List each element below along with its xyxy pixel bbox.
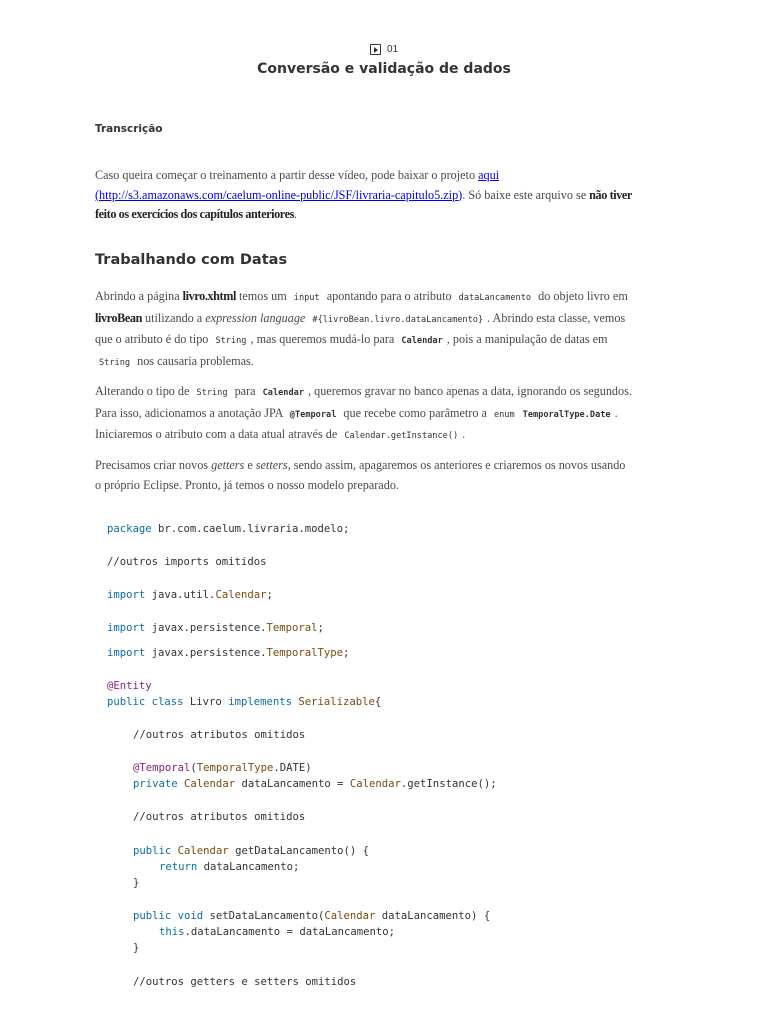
code-keyword: package (107, 523, 152, 535)
code-line (133, 778, 497, 790)
code-annotation: @Temporal (133, 762, 191, 774)
download-link[interactable]: aqui (478, 168, 500, 182)
code-type: Calendar (349, 778, 401, 790)
code-line (107, 622, 324, 634)
code-comment: //outros imports omitidos (107, 556, 267, 568)
code-keyword: import (107, 622, 146, 634)
code-keyword: this (159, 926, 185, 938)
code-text: dataLancamento = (235, 778, 350, 790)
code-keyword: implements (228, 696, 292, 708)
code-type: Calendar (184, 778, 236, 790)
emphasis-text: expression language (205, 310, 306, 325)
text: que recebe como parâmetro a (340, 405, 490, 420)
code-line: } (133, 942, 140, 954)
text: Abrindo a página (95, 289, 183, 303)
code-comment: //outros atributos omitidos (133, 811, 306, 823)
emphasis-text: não tiver (589, 187, 632, 202)
code-comment: //outros getters e setters omitidos (133, 976, 357, 988)
intro-text: Caso queira começar o treinamento a partir desse vídeo, pode baixar o projeto (95, 168, 479, 182)
code-type: Calendar (177, 845, 229, 857)
inline-code: TemporalType.Date (522, 409, 611, 420)
code-text: .getInstance(); (400, 778, 497, 790)
bean-name: livroBean (95, 310, 142, 325)
code-text: dataLancamento; (197, 861, 300, 873)
inline-code: String (99, 357, 131, 368)
code-text: { (374, 696, 382, 708)
paragraph-2 (95, 382, 675, 447)
code-type: Serializable (298, 696, 375, 708)
text: , pois a manipulação de datas em (446, 332, 608, 346)
code-text: java.util. (145, 589, 216, 601)
text: para (231, 384, 259, 398)
code-line (133, 910, 490, 922)
file-name: livro.xhtml (182, 289, 236, 303)
text: e (244, 458, 256, 472)
emphasis-text: getters (211, 458, 245, 472)
text: Alterando o tipo de (95, 384, 193, 398)
code-line (133, 845, 369, 857)
code-line (107, 523, 349, 535)
code-text: .dataLancamento = dataLancamento; (184, 926, 395, 938)
inline-code: Calendar (401, 336, 443, 346)
inline-code: String (196, 388, 228, 398)
intro-paragraph (95, 166, 675, 225)
inline-code: Calendar (262, 388, 305, 398)
code-keyword: private (133, 778, 178, 790)
code-annotation: @Entity (107, 680, 152, 692)
text: . (462, 427, 466, 441)
code-type: TemporalType (266, 647, 344, 659)
inline-code: dataLancamento (458, 293, 532, 303)
code-text: br.com.caelum.livraria.modelo; (151, 523, 350, 535)
inline-code: input (293, 293, 320, 303)
paragraph-1 (95, 287, 675, 373)
text: que o atributo é do tipo (95, 332, 212, 346)
code-text: getDataLancamento() { (228, 845, 370, 857)
code-line (107, 696, 381, 708)
inline-code: Calendar.getInstance() (344, 431, 459, 441)
code-type: Temporal (266, 622, 318, 634)
text: do objeto livro em (535, 289, 628, 303)
text: nos causaria problemas. (134, 353, 254, 368)
text: temos um (235, 289, 290, 303)
inline-code: #{livroBean.livro.dataLancamento} (312, 314, 484, 325)
text: . Abrindo esta classe, vemos (487, 310, 626, 325)
text: , queremos gravar no banco apenas a data, ignorando os segundos. (308, 384, 632, 398)
download-url-link[interactable]: (http://s3.amazonaws.com/caelum-online-public/JSF/livraria-capitulo5.zip) (95, 187, 463, 202)
emphasis-text: setters (255, 458, 288, 472)
code-line (133, 762, 312, 774)
inline-code: String (215, 336, 247, 346)
code-text: ( (190, 762, 197, 774)
paragraph-3 (95, 456, 675, 495)
text: , sendo assim, apagaremos os anteriores e criaremos os novos usando (287, 458, 626, 472)
text: Para isso, adicionamos a anotação JPA (95, 405, 286, 420)
text: . (614, 405, 618, 420)
section-heading: Trabalhando com Datas (95, 252, 288, 268)
code-type: Calendar (324, 910, 376, 922)
text: Iniciaremos o atributo com a data atual através de (95, 427, 341, 441)
play-icon[interactable] (370, 44, 381, 55)
code-keyword: import (107, 589, 146, 601)
code-line: } (133, 877, 140, 889)
code-text: setDataLancamento( (203, 910, 325, 922)
page-title: Conversão e validação de dados (257, 61, 511, 77)
code-line (107, 647, 349, 659)
code-line (159, 926, 395, 938)
code-text: javax.persistence. (145, 647, 267, 659)
emphasis-text: feito os exercícios dos capítulos anteriores (95, 207, 294, 221)
intro-text: . Só baixe este arquivo se (462, 187, 590, 202)
code-text: javax.persistence. (145, 622, 267, 634)
code-keyword: public void (133, 910, 204, 922)
intro-text: . (293, 207, 297, 221)
code-keyword: import (107, 647, 146, 659)
code-text: Livro (183, 696, 229, 708)
code-line (107, 589, 273, 601)
inline-code: enum (493, 409, 515, 420)
text: apontando para o atributo (323, 289, 455, 303)
text: , mas queremos mudá-lo para (250, 332, 398, 346)
video-indicator[interactable] (0, 44, 768, 55)
code-text: dataLancamento) { (375, 910, 491, 922)
video-number: 01 (386, 44, 399, 55)
text: o próprio Eclipse. Pronto, já temos o nosso modelo preparado. (95, 477, 399, 492)
text: Precisamos criar novos (95, 458, 212, 472)
code-keyword: return (159, 861, 198, 873)
code-type: Calendar (215, 589, 267, 601)
section-label: Transcrição (95, 123, 163, 135)
code-type: TemporalType (196, 762, 274, 774)
text: utilizando a (141, 310, 206, 325)
code-keyword: public (133, 845, 172, 857)
code-text: ; (266, 589, 273, 601)
code-text: .DATE) (273, 762, 312, 774)
code-text: ; (317, 622, 324, 634)
inline-code: @Temporal (289, 409, 337, 420)
code-keyword: public class (107, 696, 184, 708)
code-text: ; (343, 647, 350, 659)
code-line (159, 861, 299, 873)
code-comment: //outros atributos omitidos (133, 729, 306, 741)
lesson-header (0, 44, 768, 77)
